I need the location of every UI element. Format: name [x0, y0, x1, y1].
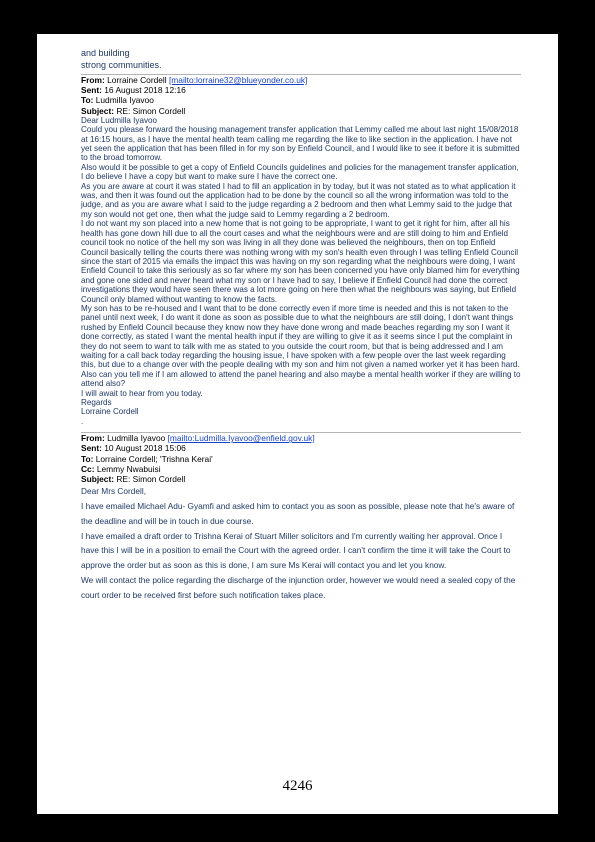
email1-paragraph: .: [81, 416, 84, 426]
email2-header: [81, 433, 521, 484]
email2-paragraph: I have emailed a draft order to Trishna Kerai of Stuart Miller solicitors and I'm currently waiting her approval. Once I have this I will be in a position to email the Court with the agreed order. I can't confirm the time it will take the Court to approve the order but as soon as this is done, I am sure Ms Kerai will contact you and let you know.: [81, 530, 511, 571]
document-page: [37, 34, 558, 814]
email1-paragraph: Regards: [81, 398, 112, 407]
email1-sent: Sent: 16 August 2018 12:16: [81, 85, 186, 96]
signature-top: [81, 47, 521, 71]
email1-paragraph: As you are aware at court it was stated I had to fill an application in by today, but it was not stated as to what application it was, and then it was found out the application had to be done by the council so all the wrong information was told to the judge, and as you are aware what I said to the judge regarding a 2 bedroom and then what Lemmy said to the judge that my son would not get one, then what the judge said to Lemmy regarding a 2 bedroom.: [81, 181, 516, 219]
signature-line: strong communities.: [81, 60, 162, 70]
email1-paragraph: Also would it be possible to get a copy of Enfield Councils guidelines and policies for the management transfer application, I do believe I have a copy but want to make sure I have the correct one.: [81, 162, 519, 182]
email2-cc: Cc: Lemmy Nwabuisi: [81, 463, 161, 474]
page-number: 4246: [282, 778, 313, 794]
email2-paragraph: We will contact the police regarding the discharge of the injunction order, however we would need a sealed copy of the court order to be received first before such notification takes place.: [81, 575, 516, 600]
email2-subject: Subject: RE: Simon Cordell: [81, 474, 186, 485]
email1-paragraph: I will await to hear from you today.: [81, 388, 203, 398]
email1-header: [81, 75, 521, 116]
email1-paragraph: Could you please forward the housing management transfer application that Lemmy called me about last night 15/08/2018 at 16:15 hours, as I have the mental health team calling me regarding the like to like section in the application. I have not yet seen the application that has been filled in for my son by Enfield Council, and I would like to see it before it is submitted to the broad tomorrow.: [81, 125, 520, 163]
email1-mailto-link[interactable]: [mailto:lorraine32@blueyonder.co.uk]: [168, 75, 308, 85]
email2-paragraph: Dear Mrs Cordell,: [81, 486, 147, 497]
email1-subject: Subject: RE: Simon Cordell: [81, 105, 186, 116]
email1-paragraph: My son has to be re-housed and I want that to be done correctly even if more time is needed and this is not taken to the panel until next week, I do want it done as soon as possible due to what the neighbours are still doing, I don't want things rushed by Enfield Council because they know now they have done wrong and made beaches regarding my son I want it done correctly, as stated I want the mental health input if they are willing to give it as it seems since I put the complaint in they do not seem to want to talk with me as stated to you outside the court room, but that is being addressed and I am waiting for a call back today regarding the housing issue, I have spoken with a few people over the last week regarding this, but due to a change over with the people dealing with my son and him not given a named worker yet it has been hard.: [81, 303, 520, 370]
email1-from: From: Lorraine Cordell [mailto:lorraine32@blueyonder.co.uk]: [81, 75, 308, 85]
email2-from: From: Ludmilla Iyavoo [mailto:Ludmilla.Iyavoo@enfield.gov.uk]: [81, 433, 315, 444]
email1-paragraph: Lorraine Cordell: [81, 407, 139, 417]
email1-paragraph: I do not want my son placed into a new home that is not going to be appropriate, I want to get it right for him, after all his health has gone down hill due to all the court cases and what the neighbours were and are still doing to him and Enfield council took no notice of the hell my son was living in all they done was believed the neighbours, then on top Enfield Council basically telling the courts there was nothing wrong with my son's health even through I was telling Enfield Council since the start of 2015 via emails the impact this was having on my son regarding what the neighbours were doing, I want Enfield Council to take this seriously as so far where my son has been concerned you have only blamed him for everything and gone one sided and never heard what my son or I have had to say, I believe if Enfield Council had done the correct investigations they would have seen there was a lot more going on here then what the neighbours was saying, but Enfield Council only blamed without wanting to know the facts.: [81, 219, 520, 304]
email2-paragraph: I have emailed Michael Adu- Gyamfi and asked him to contact you as soon as possible, please note that he's aware of the deadline and will be in touch in due course.: [81, 501, 515, 526]
email2-sent: Sent: 10 August 2018 15:06: [81, 443, 186, 454]
email1-body: [81, 116, 521, 426]
email2-body: [81, 484, 521, 602]
signature-line: and building: [81, 48, 130, 58]
email1-paragraph: Also can you tell me if I am allowed to attend the panel hearing and also maybe a mental health worker if they are willing to attend also?: [81, 369, 521, 389]
email1-paragraph: Dear Ludmilla Iyavoo: [81, 115, 158, 125]
email2-to: To: Lorraine Cordell; 'Trishna Kerai': [81, 453, 213, 464]
email2-mailto-link[interactable]: [mailto:Ludmilla.Iyavoo@enfield.gov.uk]: [167, 433, 315, 444]
document-content: [81, 47, 521, 603]
email1-to: To: Ludmilla Iyavoo: [81, 95, 154, 106]
